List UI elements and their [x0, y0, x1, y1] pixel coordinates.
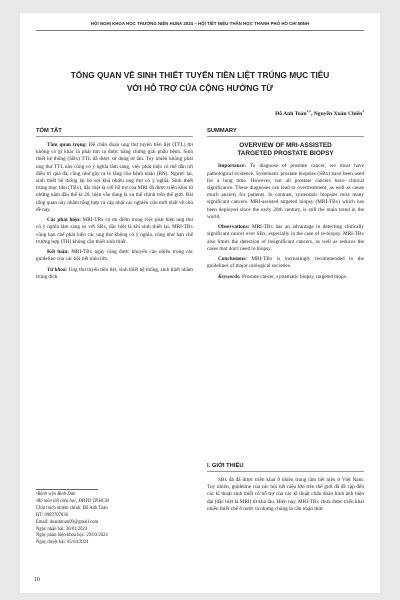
footnotes [36, 492, 193, 547]
summary-importance-text: To diagnose of prostate cancer, we must have pathological evidence. Systematic prostate biopsies (SBx) have been used for a long time. However, not all prostate cancers have clinical significance. These diagnoses can lead to overtreatment, as well as cause much anxiety for patients. In contrast, systematic biopsies miss many significant cancers. MRI-assisted targeted biopsy (MRI-TBx) which has been deployed since the early 20th century, is still the main trend in the world. [207, 163, 364, 220]
summary-observations [207, 224, 364, 253]
summary-importance-lead: Importance: [218, 163, 246, 170]
title-line-2: VỚI HỖ TRỢ CỦA CỘNG HƯỞNG TỪ [126, 83, 274, 93]
contact-phone: ĐT: 0983707036 [36, 512, 68, 518]
summary-keywords-lead: Keywords: [218, 273, 241, 280]
date-accepted: Ngày duyệt bài: 05/04/2024 [36, 540, 89, 546]
date-received: Ngày nhận bài: 30/01/2024 [36, 526, 88, 532]
author-2: Nguyễn Xuân Chiến [313, 110, 363, 117]
abstract-vi-conclusion [36, 249, 193, 263]
abstract-vi-keywords-lead: Từ khoá: [47, 266, 68, 273]
footnote-rule [36, 489, 98, 490]
author-list [275, 109, 364, 117]
author-2-affiliation: 1 [362, 109, 364, 113]
paper-page [20, 13, 380, 593]
corresponding-author: Chịu trách nhiệm chính: Đỗ Anh Toàn [36, 505, 108, 511]
abstract-vi-importance-lead: Tầm quan trọng: [47, 142, 87, 148]
summary-conclusions-text: MRI-TBx is increasingly recommended in the guidelines of major urological societies. [207, 256, 364, 270]
page-number: 10 [34, 577, 40, 583]
abstract-vi-findings-text: MRI-TBx có ưu điểm trong việc phát hiện ung thư có ý nghĩa lâm sàng so với SBx, đặc biệt là khi sinh thiết lại. MRI-TBx cũng hạn chế phát hiện các ung thư không có ý nghĩa, cũng như hạn chế trường hợp (TH) không cần thiết sinh thiết. [36, 217, 193, 245]
date-reviewed: Ngày phản biện khoa học: 29/03/2024 [36, 533, 108, 539]
paper-title [30, 69, 370, 95]
summary-keywords-text: Prostate cancer, systematic biopsy, targeted biops. [240, 273, 347, 280]
running-header: HỘI NGHỊ KHOA HỌC THƯỜNG NIÊN HUNA 2024 – HỘI TIẾT NIỆU-THẬN HỌC THÀNH PHỐ HỒ CHÍ MINH [90, 21, 310, 26]
summary-conclusions [207, 256, 364, 270]
abstract-vi-conclusion-lead: Kết luận: [47, 249, 70, 256]
summary-observations-lead: Observations: [218, 224, 250, 231]
introduction-text: SBx đã đã được triển khai ở nhiều trung tâm tiết niệu ở Việt Nam. Tuy nhiên, guideline của các hội tiết niệu lớn trên thế giới đã đề cập đến các kĩ thuật sinh thiết có hỗ trợ của các kĩ thuật chẩn đoán hình ảnh hiện đại (đặc biệt là MRI) từ khá lâu. Hiện nay, MRI-TBx chưa được triển khai nhiều thiết chế ở nước ta nhưng chúng ta cần nhận thức [207, 477, 364, 512]
header-rule [36, 30, 364, 31]
summary-keywords [207, 274, 364, 281]
summary-observations-text: MRI-TBx has an advantage in detecting clinically significant cancer over SBx, especially in the case of re-biopsy. MRI-TBx also limits the detection of insignificant cancers, as well as reduces the cases that don't need to biopsy. [207, 224, 364, 252]
summary-heading: SUMMARY [207, 128, 364, 137]
abstract-vi-heading: TÓM TẮT [36, 128, 193, 137]
author-separator: , [310, 110, 314, 117]
abstract-vi-findings-lead: Các phát hiện: [47, 217, 81, 224]
abstract-vietnamese [36, 128, 193, 284]
introduction-section [207, 463, 364, 516]
affiliation-2: ²Bộ môn tiết niệu học, ĐHYD TP.HCM [36, 498, 109, 504]
abstract-vi-findings [36, 217, 193, 246]
abstract-vi-conclusion-text: MRI-TBx ngày càng được khuyến cáo nhiều trong các guideline của các hội tiết niệu lớn. [36, 249, 194, 263]
title-line-1: TỔNG QUAN VỀ SINH THIẾT TUYẾN TIỀN LIỆT TRÚNG MỤC TIÊU [70, 70, 330, 80]
author-1-affiliation: 1,2 [306, 109, 311, 113]
author-1: Đỗ Anh Toàn [275, 110, 307, 117]
summary-conclusions-lead: Conclusions: [218, 256, 247, 263]
abstract-vi-keywords [36, 267, 193, 281]
abstract-vi-keywords-text: Ung thư tuyến tiền liệt, sinh thiết hệ thống, sinh thiết nhắm trúng đích. [36, 266, 193, 281]
english-title-line-1: OVERVIEW OF MRI-ASSISTED [239, 142, 332, 149]
english-title-line-2: TARGETED PROSTATE BIOPSY [237, 150, 334, 158]
introduction-heading: I. GIỚI THIỆU [207, 463, 364, 472]
english-title [207, 142, 364, 158]
abstract-english [207, 128, 364, 284]
contact-email: Email: doanhtoan09@gmail.com [36, 519, 99, 525]
abstract-vi-importance-text: Để chẩn đoán ung thư tuyến tiền liệt (TTL) thì không có gì khác là phải tìm ra được bằng chứng giải phẫu bệnh. Sinh thiết hệ thống (SBx) TTL đã được sử dụng từ lâu. Tuy nhiên không phải ung thư TTL nào cũng có ý nghĩa lâm sàng, việc phát hiện có thể dẫn tới điều trị quá đà, cũng như gây ra lo lắng cho bệnh nhân (BN). Ngược lại, sinh thiết hệ thống lại bỏ sót khá nhiều ung thư có ý nghĩa. Sinh thiết trúng mục tiêu (TBx), đặc biệt là với hỗ trợ của MRI đã được triển khai từ những năm đầu thế kỉ 20, hiện vẫn đang là xu thế chính trên thế giới. Bài tổng quan này nhằm tổng hợp và cập nhật các nghiên cứu mới nhất về chủ đề này. [36, 142, 193, 213]
abstract-vi-importance [36, 142, 193, 214]
affiliation-1: ¹Bệnh viện Bình Dân [36, 492, 76, 497]
summary-importance [207, 163, 364, 221]
